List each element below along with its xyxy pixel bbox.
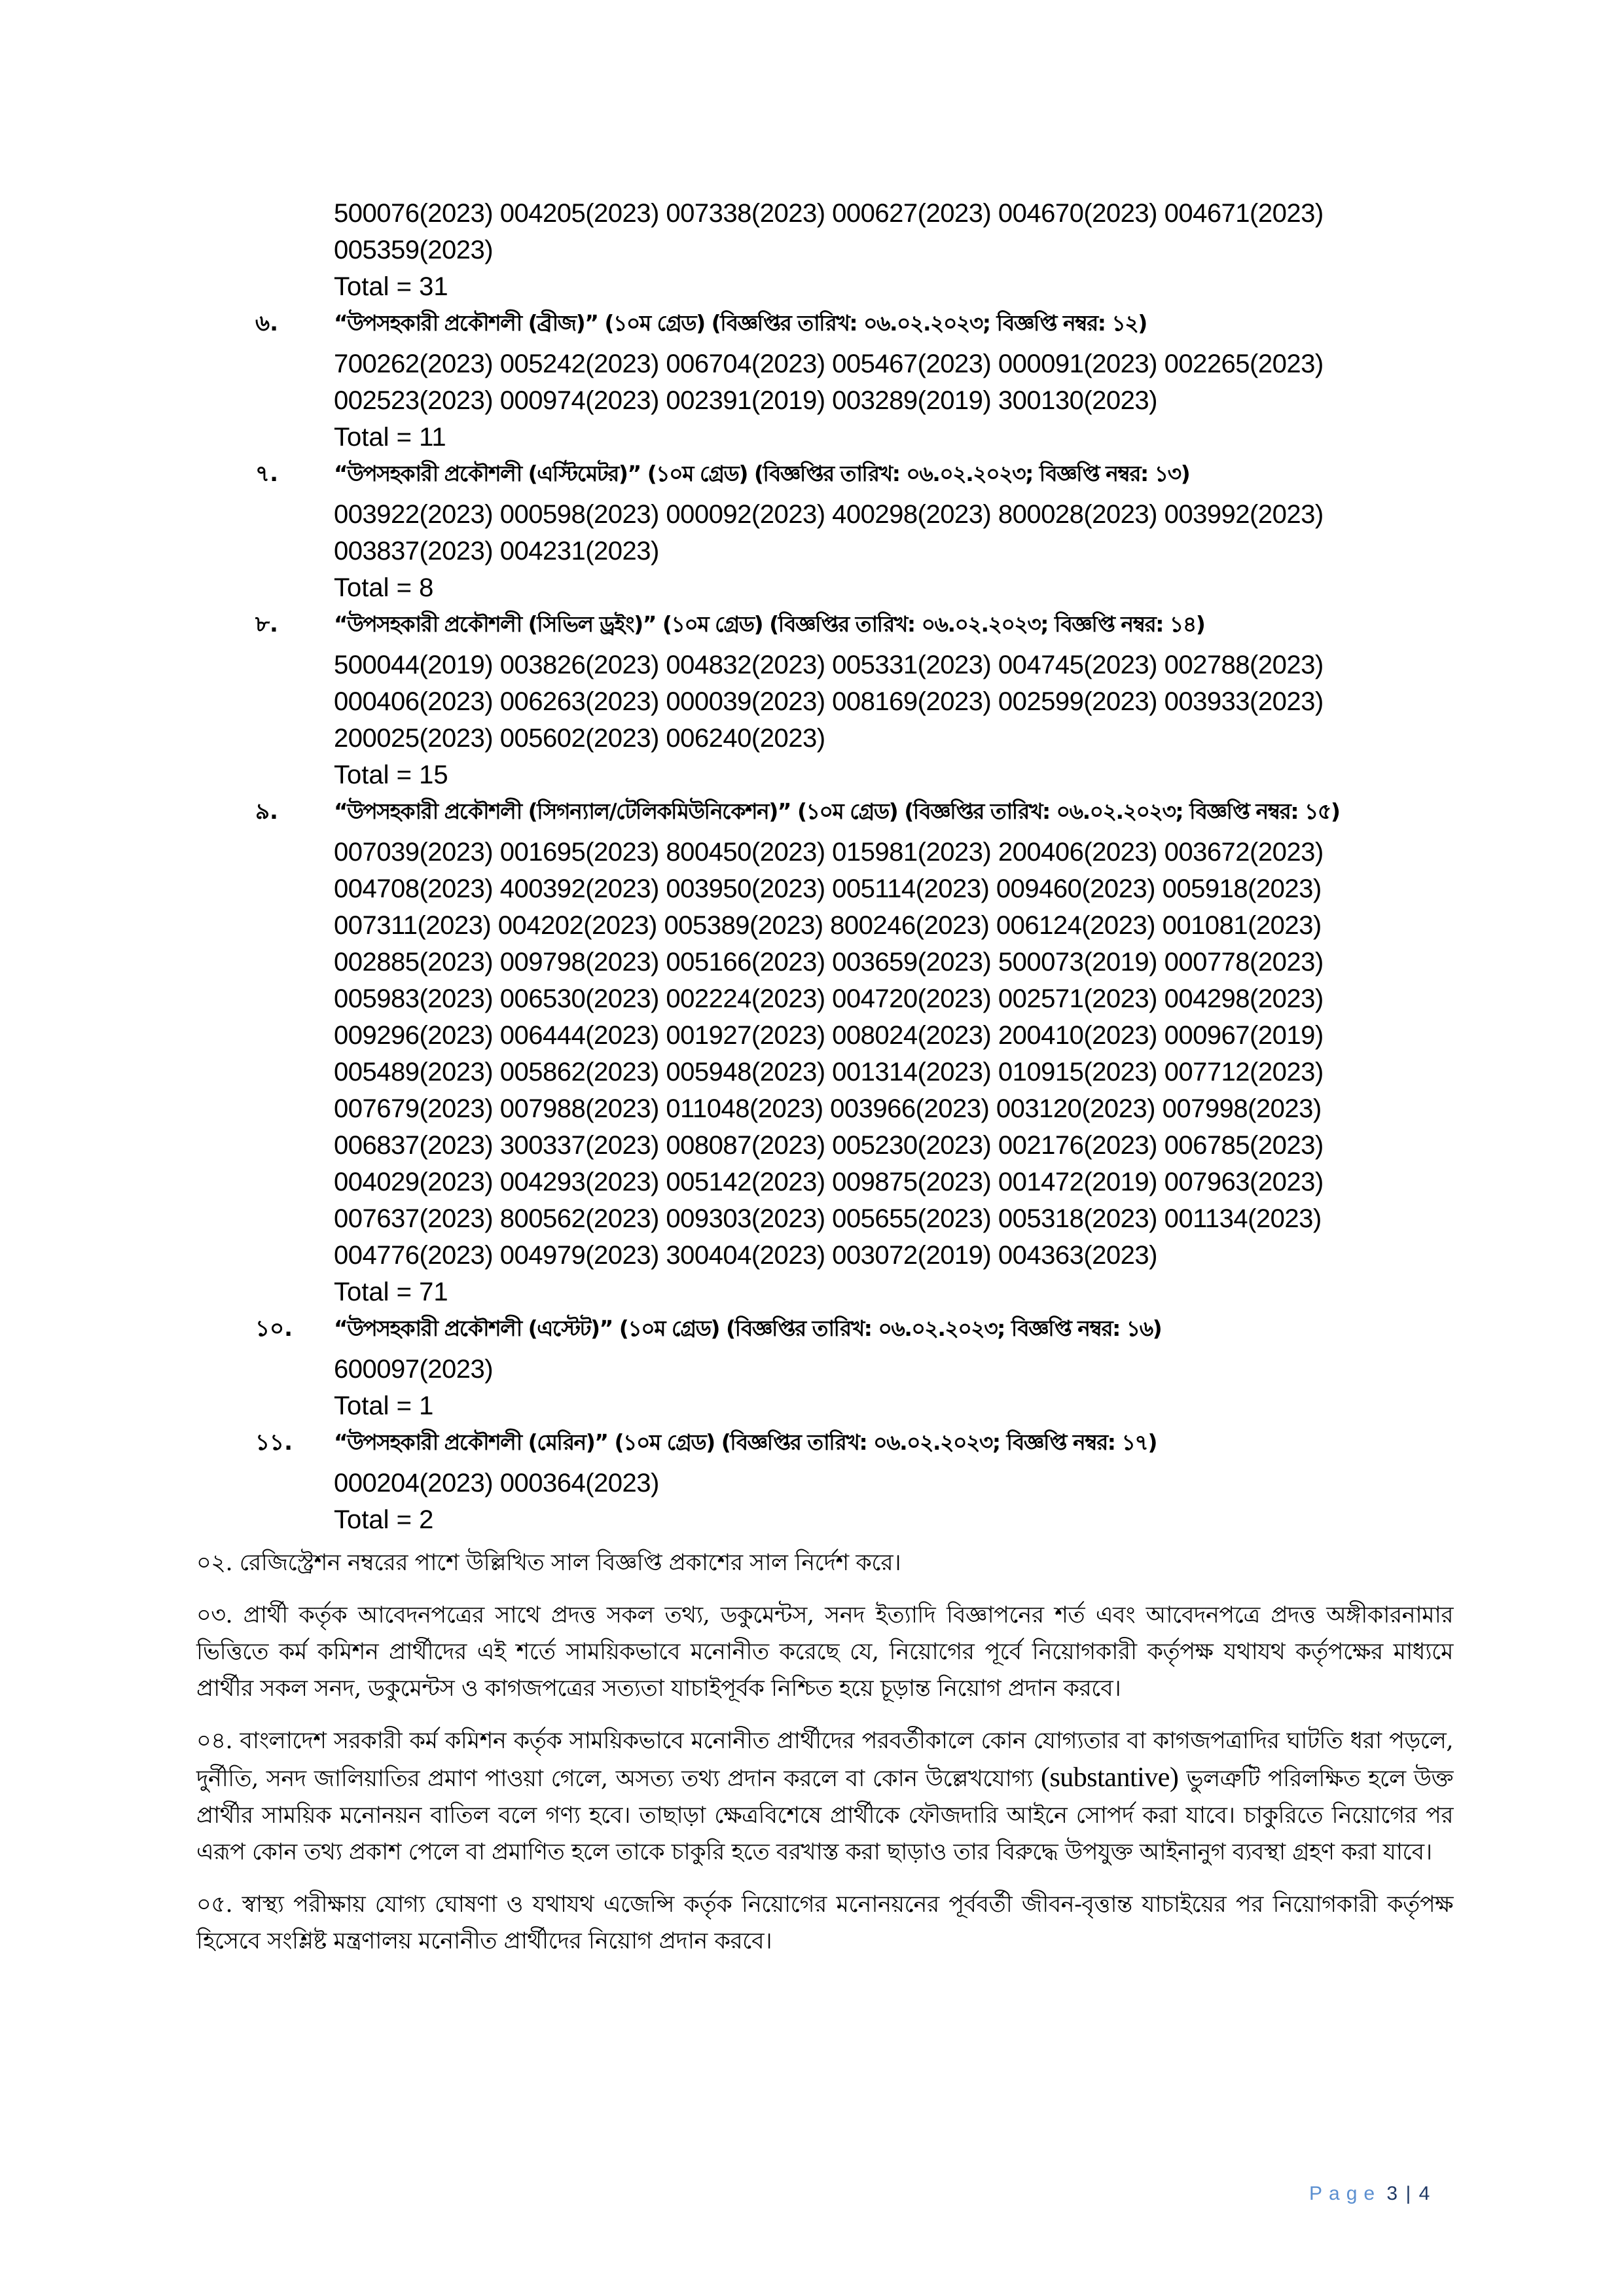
post-title: “উপসহকারী প্রকৌশলী (এস্টেট)” (১০ম গ্রেড) (বিজ্ঞপ্তির তারিখ: ০৬.০২.২০২৩; বিজ্ঞপ্তি নম্বর: ১৬) <box>334 1316 1162 1341</box>
registration-line: 002885(2023) 009798(2023) 005166(2023) 003659(2023) 500073(2019) 000778(2023) <box>334 948 1324 977</box>
post-total: Total = 15 <box>334 761 448 789</box>
post-item-marine <box>249 1424 1440 1538</box>
note-paragraph-5: ০৫. স্বাস্থ্য পরীক্ষায় যোগ্য ঘোষণা ও যথাযথ এজেন্সি কর্তৃক নিয়োগের মনোনয়নের পূর্ববর্তী জীবন-বৃত্তান্ত যাচাইয়ের পর নিয়োগকারী কর্তৃপক্ষ হিসেবে সংশ্লিষ্ট মন্ত্রণালয় মনোনীত প্রার্থীদের নিয়োগ প্রদান করবে। <box>196 1892 1453 1954</box>
post-title: “উপসহকারী প্রকৌশলী (সিভিল ড্রইং)” (১০ম গ্রেড) (বিজ্ঞপ্তির তারিখ: ০৬.০২.২০২৩; বিজ্ঞপ্তি নম্বর: ১৪) <box>334 611 1205 637</box>
post-number: ৮. <box>255 611 278 637</box>
notes-section <box>196 1545 1453 1975</box>
registration-line: 000204(2023) 000364(2023) <box>334 1469 659 1498</box>
registration-line: 002523(2023) 000974(2023) 002391(2019) 003289(2019) 300130(2023) <box>334 386 1157 415</box>
registration-line: 007039(2023) 001695(2023) 800450(2023) 015981(2023) 200406(2023) 003672(2023) <box>334 838 1324 867</box>
post-total: Total = 1 <box>334 1391 434 1420</box>
note-paragraph-2: ০২. রেজিস্ট্রেশন নম্বরের পাশে উল্লিখিত সাল বিজ্ঞপ্তি প্রকাশের সাল নির্দেশ করে। <box>196 1550 901 1576</box>
post-total: Total = 11 <box>334 423 446 452</box>
post-title: “উপসহকারী প্রকৌশলী (মেরিন)” (১০ম গ্রেড) (বিজ্ঞপ্তির তারিখ: ০৬.০২.২০২৩; বিজ্ঞপ্তি নম্বর: ১৭) <box>334 1429 1157 1455</box>
post-continued <box>249 195 1440 305</box>
post-number: ৭. <box>255 461 279 487</box>
page-footer <box>1309 2183 1430 2205</box>
registration-line: 004776(2023) 004979(2023) 300404(2023) 003072(2019) 004363(2023) <box>334 1241 1157 1270</box>
registration-line: 200025(2023) 005602(2023) 006240(2023) <box>334 724 825 753</box>
note-4-latin-term: (substantive) <box>1040 1763 1179 1793</box>
post-item-civil-drawing <box>249 606 1440 793</box>
registration-line: 006837(2023) 300337(2023) 008087(2023) 005230(2023) 002176(2023) 006785(2023) <box>334 1131 1324 1160</box>
post-total: Total = 71 <box>334 1278 448 1306</box>
registration-line: 007637(2023) 800562(2023) 009303(2023) 005655(2023) 005318(2023) 001134(2023) <box>334 1204 1322 1233</box>
post-title: “উপসহকারী প্রকৌশলী (ব্রীজ)” (১০ম গ্রেড) (বিজ্ঞপ্তির তারিখ: ০৬.০২.২০২৩; বিজ্ঞপ্তি নম্বর: ১২) <box>334 310 1147 336</box>
post-item-estimator <box>249 456 1440 606</box>
note-paragraph-4 <box>196 1723 1453 1871</box>
post-total: Total = 31 <box>334 272 448 301</box>
registration-line: 004708(2023) 400392(2023) 003950(2023) 005114(2023) 009460(2023) 005918(2023) <box>334 874 1322 903</box>
registration-line: 500044(2019) 003826(2023) 004832(2023) 005331(2023) 004745(2023) 002788(2023) <box>334 651 1324 679</box>
note-paragraph-3: ০৩. প্রার্থী কর্তৃক আবেদনপত্রের সাথে প্রদত্ত সকল তথ্য, ডকুমেন্টস, সনদ ইত্যাদি বিজ্ঞাপনের শর্ত এবং আবেদনপত্রে প্রদত্ত অঙ্গীকারনামার ভিত্তিতে কর্ম কমিশন প্রার্থীদের এই শর্তে সাময়িকভাবে মনোনীত করেছে যে, নিয়োগের পূর্বে নিয়োগকারী কর্তৃপক্ষ যথাযথ কর্তৃপক্ষের মাধ্যমে প্রার্থীর সকল সনদ, ডকুমেন্টস ও কাগজপত্রের সত্যতা যাচাইপূর্বক নিশ্চিত হয়ে চূড়ান্ত নিয়োগ প্রদান করবে। <box>196 1602 1453 1702</box>
page-label: Page <box>1309 2183 1382 2204</box>
registration-line: 500076(2023) 004205(2023) 007338(2023) 000627(2023) 004670(2023) 004671(2023) <box>334 199 1324 228</box>
page-separator: | <box>1405 2183 1411 2204</box>
registration-line: 007311(2023) 004202(2023) 005389(2023) 800246(2023) 006124(2023) 001081(2023) <box>334 911 1322 940</box>
post-number: ৬. <box>255 310 279 336</box>
note-4-text-start: ০৪. বাংলাদেশ সরকারী কর্ম কমিশন কর্তৃক সাময়িকভাবে মনোনীত প্রার্থীদের পরবর্তীকালে কোন যোগ্যতার বা কাগজপত্রাদির ঘাটতি ধরা পড়লে, দুর্নীতি, সনদ জালিয়াতির প্রমাণ পাওয়া গেলে, অসত্য তথ্য প্রদান করলে বা কোন উল্লেখযোগ্য <box>196 1728 1453 1792</box>
post-title: “উপসহকারী প্রকৌশলী (সিগন্যাল/টেলিকমিউনিকেশন)” (১০ম গ্রেড) (বিজ্ঞপ্তির তারিখ: ০৬.০২.২০২৩; বিজ্ঞপ্তি নম্বর: ১৫) <box>334 798 1340 824</box>
selected-candidates-list <box>249 195 1440 1538</box>
registration-line: 003837(2023) 004231(2023) <box>334 537 659 565</box>
registration-line: 700262(2023) 005242(2023) 006704(2023) 005467(2023) 000091(2023) 002265(2023) <box>334 350 1324 378</box>
page-total: 4 <box>1418 2183 1430 2204</box>
post-number: ১০. <box>255 1316 293 1342</box>
note-4-text-end: ভুলত্রুটি পরিলক্ষিত হলে উক্ত প্রার্থীর সাময়িক মনোনয়ন বাতিল বলে গণ্য হবে। তাছাড়া ক্ষেত্রবিশেষে প্রার্থীকে ফৌজদারি আইনে সোপর্দ করা যাবে। চাকুরিতে নিয়োগের পর এরূপ কোন তথ্য প্রকাশ পেলে বা প্রমাণিত হলে তাকে চাকুরি হতে বরখাস্ত করা ছাড়াও তার বিরুদ্ধে উপযুক্ত আইনানুগ ব্যবস্থা গ্রহণ করা যাবে। <box>196 1766 1453 1865</box>
post-title: “উপসহকারী প্রকৌশলী (এস্টিমেটর)” (১০ম গ্রেড) (বিজ্ঞপ্তির তারিখ: ০৬.০২.২০২৩; বিজ্ঞপ্তি নম্বর: ১৩) <box>334 461 1190 486</box>
registration-line: 009296(2023) 006444(2023) 001927(2023) 008024(2023) 200410(2023) 000967(2019) <box>334 1021 1324 1050</box>
post-item-estate <box>249 1310 1440 1424</box>
registration-line: 005489(2023) 005862(2023) 005948(2023) 001314(2023) 010915(2023) 007712(2023) <box>334 1058 1324 1086</box>
registration-line: 004029(2023) 004293(2023) 005142(2023) 009875(2023) 001472(2019) 007963(2023) <box>334 1168 1324 1196</box>
post-item-signal-telecom <box>249 793 1440 1310</box>
post-total: Total = 2 <box>334 1505 434 1534</box>
page-current: 3 <box>1386 2183 1398 2204</box>
registration-line: 000406(2023) 006263(2023) 000039(2023) 008169(2023) 002599(2023) 003933(2023) <box>334 687 1324 716</box>
post-item-bridge <box>249 305 1440 456</box>
registration-line: 005983(2023) 006530(2023) 002224(2023) 004720(2023) 002571(2023) 004298(2023) <box>334 984 1324 1013</box>
registration-line: 007679(2023) 007988(2023) 011048(2023) 003966(2023) 003120(2023) 007998(2023) <box>334 1094 1322 1123</box>
registration-line: 005359(2023) <box>334 236 494 264</box>
post-number: ৯. <box>255 798 278 825</box>
registration-line: 003922(2023) 000598(2023) 000092(2023) 400298(2023) 800028(2023) 003992(2023) <box>334 500 1324 529</box>
registration-line: 600097(2023) <box>334 1355 494 1384</box>
post-total: Total = 8 <box>334 573 434 602</box>
post-number: ১১. <box>255 1429 293 1456</box>
